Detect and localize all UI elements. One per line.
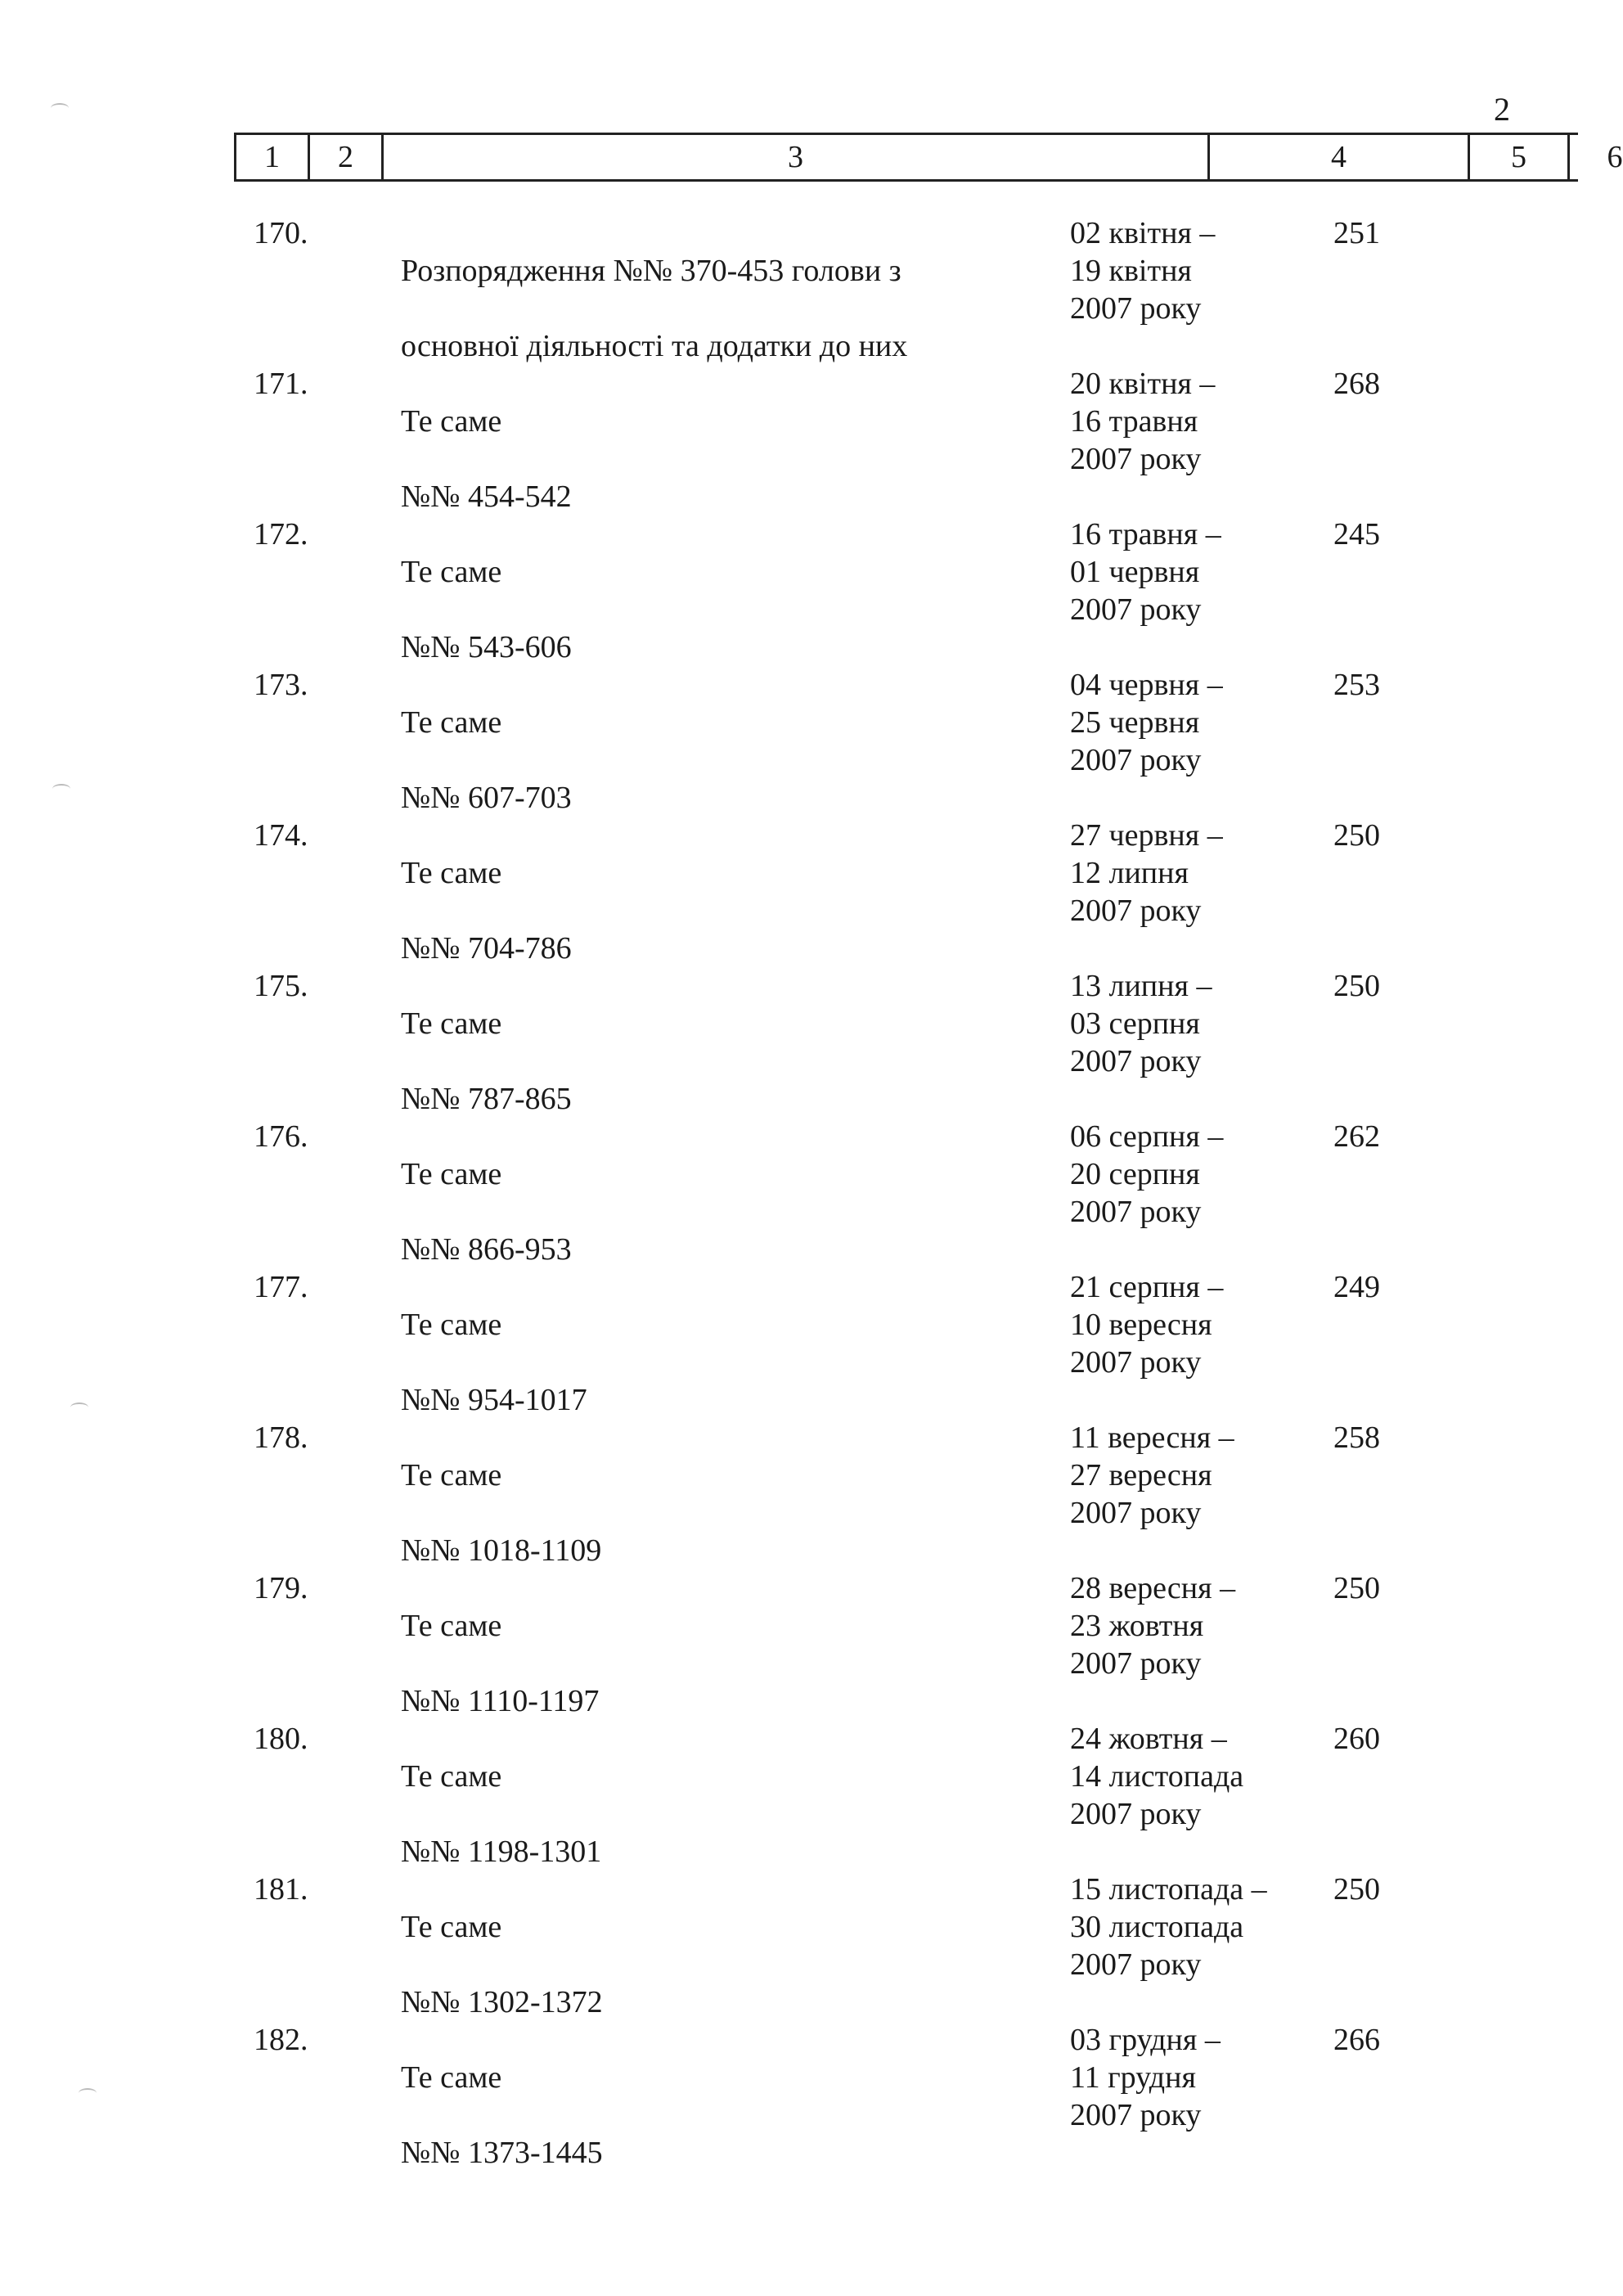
row-date-from: 21 серпня – xyxy=(1070,1270,1224,1304)
row-title-line: Те саме xyxy=(401,1759,502,1794)
row-dates xyxy=(1070,666,1223,779)
row-dates xyxy=(1070,1268,1223,1381)
row-title-line: Те саме xyxy=(401,1910,502,1944)
row-dates xyxy=(1070,1871,1267,1983)
row-number: 182. xyxy=(254,2023,308,2057)
row-year: 2007 року xyxy=(1070,2098,1202,2132)
row-year: 2007 року xyxy=(1070,291,1202,326)
punch-hole-mark xyxy=(51,103,69,113)
header-col-5: 5 xyxy=(1470,135,1570,179)
row-date-to: 14 листопада xyxy=(1070,1759,1244,1794)
row-date-from: 28 вересня – xyxy=(1070,1571,1236,1605)
row-year: 2007 року xyxy=(1070,1646,1202,1681)
row-date-to: 12 липня xyxy=(1070,856,1189,890)
row-date-to: 23 жовтня xyxy=(1070,1609,1204,1643)
row-year: 2007 року xyxy=(1070,1496,1202,1530)
row-dates xyxy=(1070,1419,1234,1532)
row-date-from: 03 грудня – xyxy=(1070,2023,1221,2057)
row-title-line: №№ 1018-1109 xyxy=(401,1533,602,1568)
row-title-line: Те саме xyxy=(401,1458,502,1492)
row-dates xyxy=(1070,817,1223,930)
punch-hole-mark xyxy=(70,1402,88,1412)
row-title-line: Те саме xyxy=(401,404,502,439)
row-year: 2007 року xyxy=(1070,894,1202,928)
punch-hole-mark xyxy=(79,2088,97,2098)
row-title-line: №№ 866-953 xyxy=(401,1232,572,1267)
row-number: 179. xyxy=(254,1571,308,1605)
row-number: 176. xyxy=(254,1119,308,1154)
row-date-to: 19 квітня xyxy=(1070,254,1192,288)
row-year: 2007 року xyxy=(1070,743,1202,777)
row-pages: 266 xyxy=(1333,2023,1380,2057)
row-title-line: №№ 1373-1445 xyxy=(401,2136,603,2170)
row-title-line: Те саме xyxy=(401,555,502,589)
row-pages: 250 xyxy=(1333,969,1380,1003)
row-title xyxy=(401,2021,990,2209)
row-title-line: №№ 704-786 xyxy=(401,931,572,966)
row-title-line: Те саме xyxy=(401,2060,502,2095)
row-date-to: 03 серпня xyxy=(1070,1006,1200,1041)
row-title-line: №№ 607-703 xyxy=(401,781,572,815)
row-number: 181. xyxy=(254,1872,308,1907)
row-title-line: Те саме xyxy=(401,705,502,740)
page-number: 2 xyxy=(1494,91,1510,128)
row-title-line: №№ 454-542 xyxy=(401,479,572,514)
row-date-to: 25 червня xyxy=(1070,705,1200,740)
row-pages: 258 xyxy=(1333,1420,1380,1455)
row-date-from: 04 червня – xyxy=(1070,668,1223,702)
row-date-from: 20 квітня – xyxy=(1070,367,1216,401)
row-number: 171. xyxy=(254,367,308,401)
row-number: 172. xyxy=(254,517,308,551)
row-date-from: 16 травня – xyxy=(1070,517,1221,551)
row-title-line: Те саме xyxy=(401,856,502,890)
row-number: 177. xyxy=(254,1270,308,1304)
row-dates xyxy=(1070,1118,1223,1231)
row-date-from: 24 жовтня – xyxy=(1070,1722,1227,1756)
header-col-6: 6 xyxy=(1607,140,1623,174)
row-year: 2007 року xyxy=(1070,1797,1202,1831)
row-dates xyxy=(1070,365,1215,478)
row-title-line: №№ 1302-1372 xyxy=(401,1985,603,2019)
row-pages: 249 xyxy=(1333,1270,1380,1304)
row-title-line: №№ 1198-1301 xyxy=(401,1835,602,1869)
header-col-3: 3 xyxy=(384,135,1210,179)
row-year: 2007 року xyxy=(1070,442,1202,476)
row-date-to: 10 вересня xyxy=(1070,1308,1212,1342)
row-date-to: 01 червня xyxy=(1070,555,1200,589)
row-date-to: 11 грудня xyxy=(1070,2060,1196,2095)
row-title-line: Те саме xyxy=(401,1609,502,1643)
row-title-line: Те саме xyxy=(401,1308,502,1342)
row-date-to: 20 серпня xyxy=(1070,1157,1200,1191)
row-dates xyxy=(1070,1569,1235,1682)
header-col-2: 2 xyxy=(310,135,384,179)
row-date-to: 16 травня xyxy=(1070,404,1198,439)
row-pages: 262 xyxy=(1333,1119,1380,1154)
row-year: 2007 року xyxy=(1070,1195,1202,1229)
punch-hole-mark xyxy=(52,784,70,794)
row-year: 2007 року xyxy=(1070,1947,1202,1982)
row-title-line: №№ 543-606 xyxy=(401,630,572,664)
row-title-line: №№ 1110-1197 xyxy=(401,1684,600,1718)
row-pages: 250 xyxy=(1333,1571,1380,1605)
row-year: 2007 року xyxy=(1070,1044,1202,1078)
row-pages: 253 xyxy=(1333,668,1380,702)
row-title-line: №№ 787-865 xyxy=(401,1082,572,1116)
row-dates xyxy=(1070,214,1215,327)
row-date-from: 15 листопада – xyxy=(1070,1872,1267,1907)
row-date-to: 27 вересня xyxy=(1070,1458,1212,1492)
row-year: 2007 року xyxy=(1070,1345,1202,1380)
row-number: 170. xyxy=(254,216,308,250)
row-date-from: 02 квітня – xyxy=(1070,216,1216,250)
row-number: 178. xyxy=(254,1420,308,1455)
row-date-from: 27 червня – xyxy=(1070,818,1223,853)
row-date-from: 13 липня – xyxy=(1070,969,1212,1003)
row-pages: 245 xyxy=(1333,517,1380,551)
row-title-line: Розпорядження №№ 370-453 голови з xyxy=(401,254,901,288)
row-pages: 250 xyxy=(1333,1872,1380,1907)
row-dates xyxy=(1070,1720,1243,1833)
row-pages: 251 xyxy=(1333,216,1380,250)
row-year: 2007 року xyxy=(1070,592,1202,627)
row-date-from: 11 вересня – xyxy=(1070,1420,1234,1455)
row-dates xyxy=(1070,515,1221,628)
row-number: 175. xyxy=(254,969,308,1003)
header-col-1: 1 xyxy=(236,135,310,179)
row-date-from: 06 серпня – xyxy=(1070,1119,1224,1154)
row-title-line: №№ 954-1017 xyxy=(401,1383,587,1417)
row-title-line: Те саме xyxy=(401,1006,502,1041)
row-dates xyxy=(1070,967,1212,1080)
row-pages: 250 xyxy=(1333,818,1380,853)
row-number: 180. xyxy=(254,1722,308,1756)
row-title-line: основної діяльності та додатки до них xyxy=(401,329,908,363)
row-number: 173. xyxy=(254,668,308,702)
row-pages: 260 xyxy=(1333,1722,1380,1756)
header-col-4: 4 xyxy=(1210,135,1470,179)
row-title-line: Те саме xyxy=(401,1157,502,1191)
row-number: 174. xyxy=(254,818,308,853)
row-dates xyxy=(1070,2021,1221,2134)
row-date-to: 30 листопада xyxy=(1070,1910,1244,1944)
row-pages: 268 xyxy=(1333,367,1380,401)
table-header-row xyxy=(234,133,1623,182)
